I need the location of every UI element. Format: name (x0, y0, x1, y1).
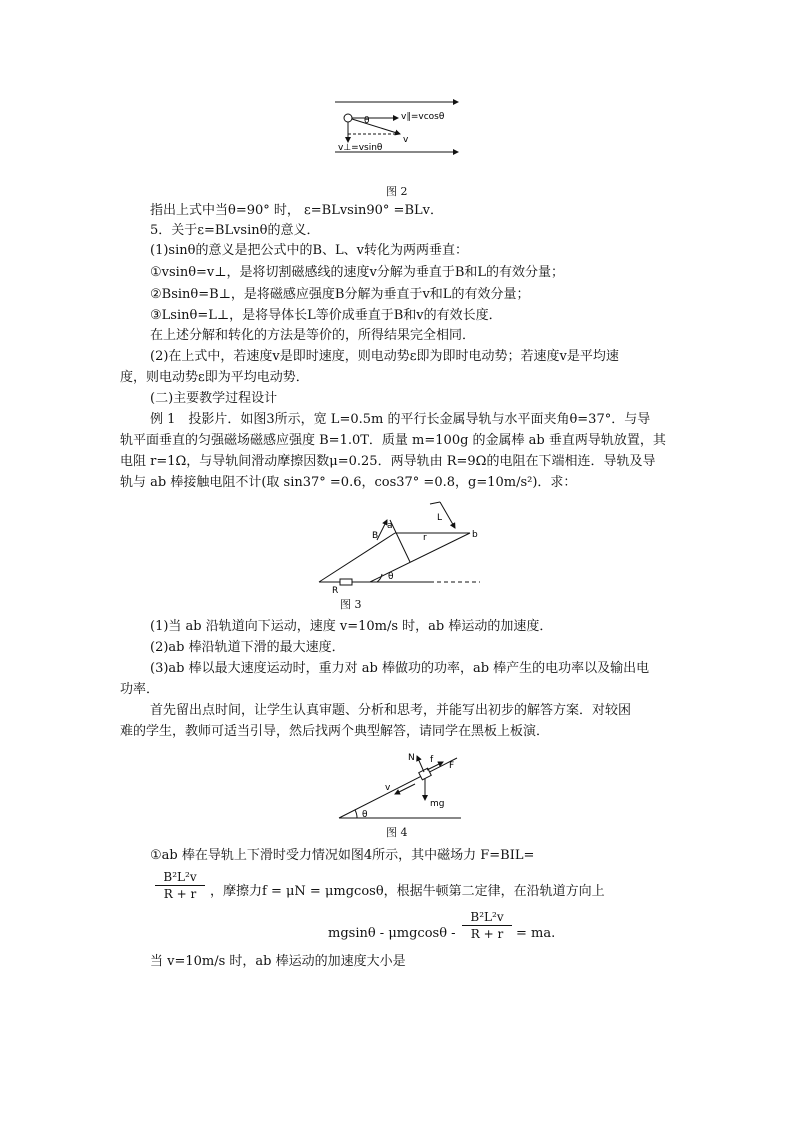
solution-line-1: ①ab 棒在导轨上下滑时受力情况如图4所示，其中磁场力 F=BIL= (150, 848, 535, 863)
fig3-L-label: L (437, 513, 443, 523)
text-line-11: 例 1 投影片．如图3所示，宽 L=0.5m 的平行长金属导轨与水平面夹角θ=37°．与导 (150, 412, 651, 427)
fraction-equation-bar (462, 925, 512, 926)
text-line-8: (2)在上式中，若速度v是即时速度，则电动势ε即为即时电动势；若速度v是平均速 (150, 349, 619, 364)
paragraph-line-1: 首先留出点时间，让学生认真审题、分析和思考，并能写出初步的解答方案．对较困 (150, 703, 632, 718)
fig3-R-label: R (332, 586, 339, 596)
fraction-force-denominator: R + r (163, 887, 197, 901)
text-line-9: 度，则电动势ε即为平均电动势． (120, 370, 309, 385)
text-line-13: 电阻 r=1Ω，与导轨间滑动摩擦因数μ=0.25．两导轨由 R=9Ω的电阻在下端相连．导轨及导 (120, 454, 656, 469)
text-line-4: ①vsinθ=v⊥，是将切割磁感线的速度v分解为垂直于B和L的有效分量； (150, 265, 565, 280)
fig4-N-label: N (408, 753, 415, 763)
figure-2-diagram (330, 94, 465, 164)
fig4-theta-label: θ (362, 810, 368, 820)
fig3-r-label: r (423, 533, 427, 543)
figure-3-diagram (315, 500, 490, 598)
figure-3-caption: 图 3 (340, 598, 362, 611)
fig4-F-label: F (449, 761, 455, 771)
fraction-equation (462, 910, 512, 941)
fig3-B-label: B (372, 531, 379, 541)
fig3-theta-label: θ (388, 572, 394, 582)
fig2-theta-label: θ (364, 116, 370, 126)
fig4-f-label: f (430, 755, 434, 765)
fig2-vpar-label: v∥=vcosθ (401, 112, 445, 122)
paragraph-line-2: 难的学生，教师可适当引导，然后找两个典型解答，请同学在黑板上板演． (120, 724, 550, 739)
fig3-a-label: a (387, 521, 393, 531)
fig2-vperp-label: v⊥=vsinθ (338, 143, 383, 153)
fig2-v-label: v (403, 135, 409, 145)
text-line-14: 轨与 ab 棒接触电阻不计(取 sin37° =0.6，cos37° =0.8，g=10m/s²)．求： (120, 475, 577, 490)
text-line-2: 5．关于ε=BLvsinθ的意义． (150, 223, 320, 238)
text-line-5: ②Bsinθ=B⊥，是将磁感应强度B分解为垂直于v和L的有效分量； (150, 287, 530, 302)
text-line-6: ③Lsinθ=L⊥，是将导体长L等价成垂直于B和v的有效长度． (150, 308, 502, 323)
text-line-12: 轨平面垂直的匀强磁场磁感应强度 B=1.0T．质量 m=100g 的金属棒 ab 垂直两导轨放置，其 (120, 433, 666, 448)
figure-2-caption: 图 2 (386, 185, 408, 198)
text-line-3: (1)sinθ的意义是把公式中的B、L、v转化为两两垂直： (150, 243, 468, 258)
fraction-equation-denominator: R + r (470, 927, 504, 941)
figure-4-caption: 图 4 (386, 826, 408, 839)
fraction-force (155, 870, 205, 901)
fig4-v-label: v (385, 783, 391, 793)
text-line-7: 在上述分解和转化的方法是等价的，所得结果完全相同． (150, 328, 476, 343)
question-3-line-2: 功率． (120, 682, 160, 697)
fraction-force-numerator: B²L²v (163, 870, 197, 884)
solution-line-2: ，摩擦力f = μN = μmgcosθ，根据牛顿第二定律，在沿轨道方向上 (210, 884, 605, 899)
fig3-b-label: b (472, 530, 478, 540)
equation-left: mgsinθ - μmgcosθ - (328, 926, 456, 941)
question-2: (2)ab 棒沿轨道下滑的最大速度． (150, 640, 345, 655)
fig4-mg-label: mg (430, 799, 445, 809)
text-line-10: (二)主要教学过程设计 (150, 391, 278, 406)
equation-right: = ma. (516, 926, 556, 941)
question-1: (1)当 ab 沿轨道向下运动，速度 v=10m/s 时，ab 棒运动的加速度． (150, 619, 553, 634)
fraction-equation-numerator: B²L²v (470, 910, 504, 924)
text-line-1: 指出上式中当θ=90° 时， ε=BLvsin90° =BLv． (150, 203, 443, 218)
figure-4-diagram (335, 748, 465, 824)
solution-last-line: 当 v=10m/s 时，ab 棒运动的加速度大小是 (150, 954, 406, 969)
fraction-force-bar (155, 885, 205, 886)
question-3-line-1: (3)ab 棒以最大速度运动时，重力对 ab 棒做功的功率，ab 棒产生的电功率以及输出电 (150, 661, 650, 676)
